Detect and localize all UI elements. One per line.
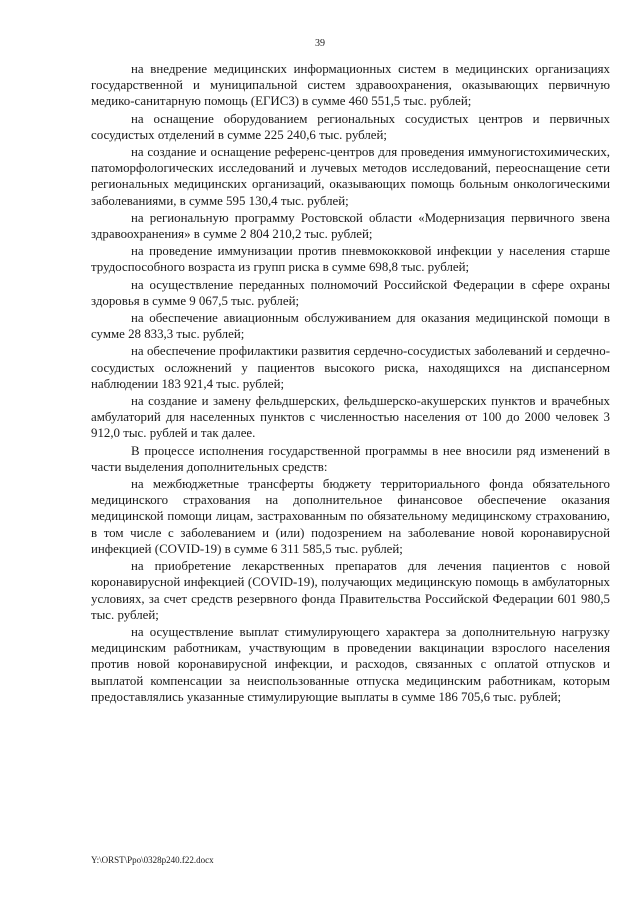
page-number: 39 <box>315 38 325 49</box>
body-text <box>91 61 610 706</box>
footer-file-path: Y:\ORST\Ppo\0328p240.f22.docx <box>91 855 214 865</box>
paragraph: на внедрение медицинских информационных систем в медицинских организациях государственной и муниципальной систем здравоохранения, оказывающих первичную медико-санитарную помощь (ЕГИСЗ) в сумме 460 551,5 тыс. рублей; <box>91 62 610 109</box>
paragraph: на региональную программу Ростовской области «Модернизация первичного звена здравоохранения» в сумме 2 804 210,2 тыс. рублей; <box>91 210 610 242</box>
paragraph: на межбюджетные трансферты бюджету территориального фонда обязательного медицинского страхования на дополнительное финансовое обеспечение оказания медицинской помощи лицам, застрахованным по обязательному медицинскому страхованию, в том числе с заболеванием и (или) подозрением на заболевание новой коронавирусной инфекцией (COVID-19) в сумме 6 311 585,5 тыс. рублей; <box>91 477 610 556</box>
paragraph: на оснащение оборудованием региональных сосудистых центров и первичных сосудистых отделений в сумме 225 240,6 тыс. рублей; <box>91 111 610 142</box>
paragraph: В процессе исполнения государственной программы в нее вносили ряд изменений в части выделения дополнительных средств: <box>91 443 610 474</box>
paragraph: на обеспечение авиационным обслуживанием для оказания медицинской помощи в сумме 28 833,3 тыс. рублей; <box>91 311 610 342</box>
paragraph: на обеспечение профилактики развития сердечно-сосудистых заболеваний и сердечно-сосудистых осложнений у пациентов высокого риска, находящихся на диспансерном наблюдении 183 921,4 тыс. рублей; <box>91 344 610 391</box>
paragraph: на приобретение лекарственных препаратов для лечения пациентов с новой коронавирусной инфекцией (COVID-19), получающих медицинскую помощь в амбулаторных условиях, за счет средств резервного фонда Правительства Российской Федерации 601 980,5 тыс. рублей; <box>91 559 610 622</box>
paragraph: на проведение иммунизации против пневмококковой инфекции у населения старше трудоспособного возраста из групп риска в сумме 698,8 тыс. рублей; <box>91 244 610 275</box>
paragraph: на осуществление выплат стимулирующего характера за дополнительную нагрузку медицинским работникам, участвующим в проведении вакцинации взрослого населения против новой коронавирусной инфекции, и расходов, связанных с оплатой отпусков и выплатой компенсации за неиспользованные отпуска медицинским работникам, которым предоставлялись указанные стимулирующие выплаты в сумме 186 705,6 тыс. рублей; <box>91 624 610 704</box>
paragraph: на создание и оснащение референс-центров для проведения иммуногистохимических, патоморфологических исследований и лучевых методов исследований, переоснащение сети региональных медицинских организаций, оказывающих помощь больным онкологическими заболеваниями, в сумме 595 130,4 тыс. рублей; <box>91 145 610 208</box>
paragraph: на создание и замену фельдшерских, фельдшерско-акушерских пунктов и врачебных амбулаторий для населенных пунктов с численностью населения от 100 до 2000 человек 3 912,0 тыс. рублей и так далее. <box>91 394 610 441</box>
paragraph: на осуществление переданных полномочий Российской Федерации в сфере охраны здоровья в сумме 9 067,5 тыс. рублей; <box>91 277 610 308</box>
